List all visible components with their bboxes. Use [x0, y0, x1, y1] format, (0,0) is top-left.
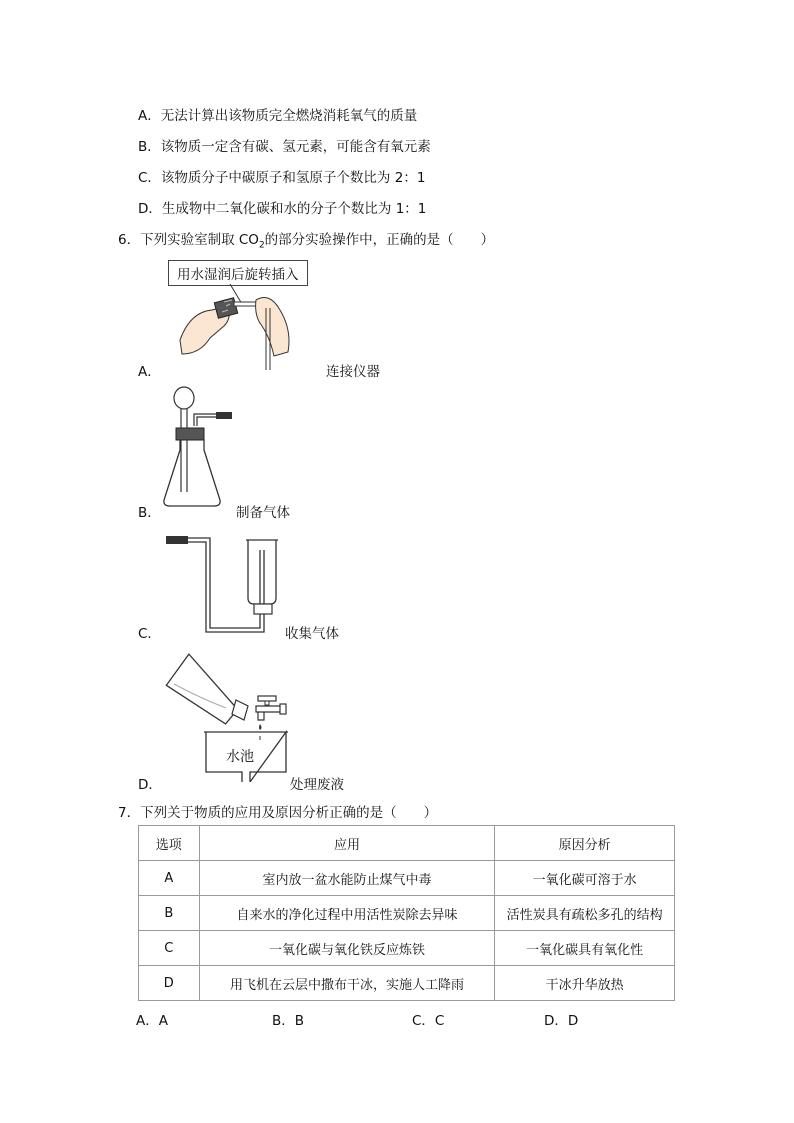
rubber-stopper — [214, 298, 237, 319]
row-reason: 一氧化碳可溶于水 — [495, 861, 675, 896]
q7-choice-c: C．C — [412, 1013, 445, 1029]
q5-option-a-label: A． — [138, 108, 161, 124]
q5-option-a — [138, 104, 417, 124]
q5-option-c — [138, 166, 425, 186]
q6-stem-subscript: 2 — [258, 240, 265, 251]
q6-stem — [118, 228, 494, 251]
q7-choice-b: B．B — [272, 1013, 305, 1029]
rubber-tube — [216, 412, 232, 419]
row-reason: 干冰升华放热 — [495, 966, 675, 1001]
row-application: 室内放一盆水能防止煤气中毒 — [199, 861, 495, 896]
q5-option-c-label: C． — [138, 170, 161, 186]
water-drop — [259, 724, 262, 730]
flask-body — [164, 440, 220, 506]
row-application: 用飞机在云层中撒布干冰，实施人工降雨 — [199, 966, 495, 1001]
row-option: B — [139, 896, 200, 931]
faucet-handle — [258, 696, 276, 701]
q5-option-b-label: B． — [138, 139, 161, 155]
table-header-row — [139, 826, 675, 861]
q5-option-d-label: D． — [138, 201, 162, 217]
q5-option-d — [138, 197, 426, 217]
row-option: A — [139, 861, 200, 896]
q6-b-caption: 制备气体 — [236, 505, 290, 521]
table-row — [139, 896, 675, 931]
row-reason: 一氧化碳具有氧化性 — [495, 931, 675, 966]
q5-option-d-text: 生成物中二氧化碳和水的分子个数比为 1：1 — [161, 201, 427, 217]
q6-c-label: C． — [138, 626, 161, 642]
q6-a-label: A． — [138, 364, 161, 380]
q7-table — [138, 825, 675, 1001]
row-option: C — [139, 931, 200, 966]
table-row — [139, 861, 675, 896]
erlenmeyer-flask-figure — [160, 384, 240, 512]
q7-stem: 7．下列关于物质的应用及原因分析正确的是（ ） — [118, 805, 438, 821]
table-row — [139, 931, 675, 966]
delivery-tube — [188, 538, 260, 628]
gas-collection-figure — [160, 532, 290, 636]
table-row — [139, 966, 675, 1001]
q7-choice-a: A．A — [136, 1013, 168, 1029]
q6-d-caption: 处理废液 — [290, 777, 344, 793]
gas-jar — [248, 540, 276, 604]
header-application: 应用 — [199, 826, 495, 861]
q5-option-c-text: 该物质分子中碳原子和氢原子个数比为 2：1 — [160, 170, 426, 186]
flask-mouth — [232, 700, 248, 720]
q5-option-b — [138, 135, 431, 155]
header-reason: 原因分析 — [495, 826, 675, 861]
header-option: 选项 — [139, 826, 200, 861]
q6-b-label: B． — [138, 505, 161, 521]
funnel-bulb — [174, 387, 194, 409]
row-application: 一氧化碳与氧化铁反应炼铁 — [199, 931, 495, 966]
rubber-tube — [166, 536, 188, 544]
row-option: D — [139, 966, 200, 1001]
q5-option-a-text: 无法计算出该物质完全燃烧消耗氧气的质量 — [160, 108, 418, 124]
q7-choice-d: D．D — [544, 1013, 579, 1029]
flask-stopper — [176, 428, 204, 440]
connect-apparatus-figure — [170, 282, 300, 374]
q6-stem-post: 的部分实验操作中，正确的是（ ） — [264, 232, 495, 248]
q6-a-caption: 连接仪器 — [326, 364, 380, 380]
row-application: 自来水的净化过程中用活性炭除去异味 — [199, 896, 495, 931]
jar-mouth — [254, 604, 272, 614]
row-reason: 活性炭具有疏松多孔的结构 — [495, 896, 675, 931]
faucet — [256, 706, 282, 712]
q6-c-caption: 收集气体 — [285, 626, 339, 642]
right-hand — [256, 298, 289, 356]
q6-d-label: D． — [138, 777, 162, 793]
q6-stem-pre: 6．下列实验室制取 CO — [118, 232, 259, 248]
q5-option-b-text: 该物质一定含有碳、氢元素，可能含有氧元素 — [160, 139, 431, 155]
q6-a-callout-text: 用水湿润后旋转插入 — [177, 267, 299, 283]
sink-label: 水池 — [226, 749, 254, 765]
